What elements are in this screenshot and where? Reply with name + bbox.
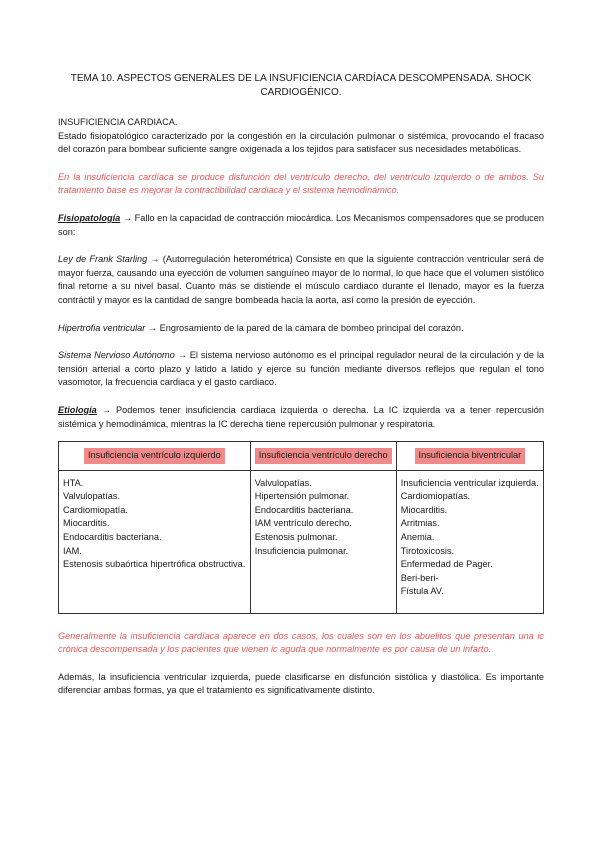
table-header-cell [396, 442, 543, 471]
col-derecha [250, 470, 396, 613]
list-item: Anemia. [400, 532, 435, 543]
hipertrofia-paragraph [58, 322, 544, 336]
list-item: Hipertensión pulmonar. [254, 491, 350, 502]
etiologia-paragraph [58, 404, 544, 431]
list-item: Insuficiencia pulmonar. [254, 545, 349, 556]
intro-paragraph: Estado fisiopatológico caracterizado por la congestión en la circulación pulmonar o sistémica, provocando el fracaso del corazón para bombear suficiente sangre oxigenada a los tejidos para satisfacer sus necesidades metabólicas. [58, 130, 544, 155]
fisiopatologia-paragraph [58, 212, 544, 239]
list-item: Tirotoxicosis. [400, 545, 455, 556]
etiologia-term: Etiología [58, 404, 97, 415]
list-item: Miocarditis. [400, 504, 448, 515]
table-header-cell [59, 442, 251, 471]
header-ic-izquierda: Insuficiencia ventrículo izquierdo [84, 448, 225, 464]
hipertrofia-text: → Engrosamiento de la pared de la cámara de bombeo principal del corazón. [145, 322, 464, 333]
intro-heading: INSUFICIENCIA CARDIACA. [58, 117, 178, 127]
note-ventriculos: En la insuficiencia cardíaca se produce disfunción del ventrículo derecho, del ventrículo izquierdo o de ambos. Su tratamiento base es mejorar la contractibilidad cardiaca y el sistema hemodinámico. [58, 171, 544, 196]
list-item: Insuficiencia ventricular izquierda. [400, 477, 539, 488]
sna-term: Sistema Nervioso Autónomo [58, 350, 175, 361]
table-header-row [59, 442, 544, 471]
list-item: Beri-beri- [400, 572, 439, 583]
list-item: Miocarditis. [63, 518, 110, 529]
etiologia-table [58, 441, 544, 614]
sna-text: → El sistema nervioso autónomo es el principal regulador neural de la circulación y de la tensión arterial a corto plazo y latido a latido y ejerce su función mediante diversos reflejos que regulan el tono vasomotor, la frecuencia cardiaca y el gasto cardiaco. [58, 350, 545, 388]
page-title: TEMA 10. ASPECTOS GENERALES DE LA INSUFICIENCIA CARDÍACA DESCOMPENSADA. SHOCK CARDIOGÉNICO. [70, 73, 532, 98]
frank-starling-paragraph [58, 253, 544, 307]
col-biventricular [396, 470, 543, 613]
list-item: Arritmias. [400, 518, 440, 529]
list-item: Valvulopatías. [254, 477, 312, 488]
list-item: Estenosis subaórtica hipertrófica obstructiva. [63, 559, 246, 570]
hipertrofia-term: Hipertrofia ventricular [58, 322, 146, 333]
list-item: Estenosis pulmonar. [254, 532, 338, 543]
list-item: Endocarditis bacteriana. [254, 504, 354, 515]
list-item: HTA. [63, 477, 84, 488]
list-item: Enfermedad de Pager. [400, 559, 493, 570]
header-ic-biventricular: Insuficiencia biventricular [415, 448, 526, 464]
list-item: IAM ventrículo derecho. [254, 518, 352, 529]
header-ic-derecha: Insuficiencia ventrículo derecho [255, 448, 392, 464]
table-row [59, 470, 544, 613]
list-item: IAM. [63, 545, 82, 556]
note-casos: Generalmente la insuficiencia cardíaca aparece en dos casos, los cuales son en los abuelitos que presentan una ic crónica descompensada y los pacientes que vienen ic aguda que normalmente es por causa de un infarto. [58, 630, 544, 655]
fisiopatologia-text: → Fallo en la capacidad de contracción miocárdica. Los Mecanismos compensadores que se producen son: [58, 212, 544, 237]
document-page [58, 72, 544, 712]
etiologia-text: → Podemos tener insuficiencia cardiaca izquierda o derecha. La IC izquierda va a tener repercusión sistémica y hemodinámica, mientras la IC derecha tiene repercusión pulmonar y respiratoria. [58, 404, 544, 429]
list-item: Valvulopatías. [63, 491, 121, 502]
sna-paragraph [58, 349, 544, 390]
col-izquierda [59, 470, 251, 613]
list-item: Endocarditis bacteriana. [63, 532, 162, 543]
list-item: Cardiomiopatías. [400, 491, 471, 502]
table-header-cell [250, 442, 396, 471]
fisiopatologia-term: Fisiopatología [58, 212, 121, 223]
list-item: Fístula AV. [400, 586, 444, 597]
list-item: Cardiomiopatía. [63, 504, 128, 515]
frank-starling-term: Ley de Frank Starling [58, 254, 148, 265]
closing-paragraph: Además, la insuficiencia ventricular izquierda, puede clasificarse en disfunción sistólica y diastólica. Es importante diferenciar ambas formas, ya que el tratamiento es significativamente distinto. [58, 671, 544, 696]
frank-starling-text: → (Autorregulación heterométrica) Consiste en que la siguiente contracción ventricular será de mayor fuerza, causando una eyección de volumen sanguíneo mayor de lo normal, lo que hace que el volumen sistólico final retorne a su nivel basal. Cuanto más se distiende el músculo cardiaco durante el llenado, mayor es la fuerza contráctil y mayor es la cantidad de sangre bombeada hacia la aorta, así como la presión de eyección. [58, 254, 544, 305]
